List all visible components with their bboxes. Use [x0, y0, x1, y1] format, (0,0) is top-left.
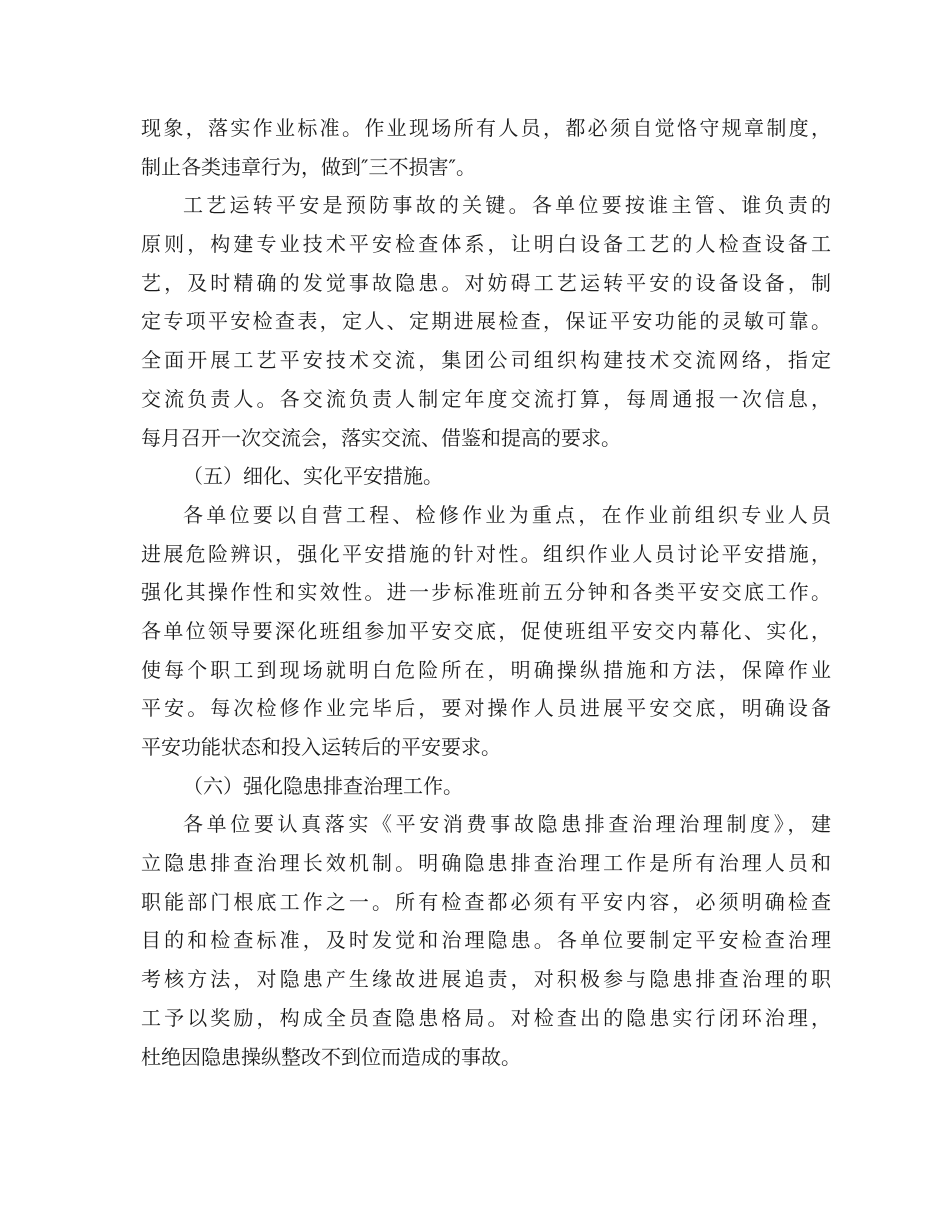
text-line: 现象，落实作业标准。作业现场所有人员，都必须自觉恪守规章制度， [141, 116, 831, 140]
text-line: 使每个职工到现场就明白危险所在，明确操纵措施和方法，保障作业 [141, 657, 831, 682]
text-line: 工予以奖励，构成全员查隐患格局。对检查出的隐患实行闭环治理， [141, 1005, 831, 1030]
text-line: 杜绝因隐患操纵整改不到位而造成的事故。 [141, 1044, 521, 1069]
text-line: 各单位领导要深化班组参加平安交底，促使班组平安交内幕化、实化， [141, 618, 831, 643]
text-line: 立隐患排查治理长效机制。明确隐患排查治理工作是所有治理人员和 [141, 851, 831, 876]
body-text [141, 109, 831, 1076]
text-line: 每月召开一次交流会，落实交流、借鉴和提高的要求。 [141, 425, 621, 450]
text-line: 目的和检查标准，及时发觉和治理隐患。各单位要制定平安检查治理 [141, 928, 831, 953]
text-line: 原则，构建专业技术平安检查体系，让明白设备工艺的人检查设备工 [141, 232, 831, 257]
text-line: 强化其操作性和实效性。进一步标准班前五分钟和各类平安交底工作。 [141, 580, 831, 605]
text-line: 各单位要以自营工程、检修作业为重点，在作业前组织专业人员 [183, 502, 831, 527]
text-line: 平安功能状态和投入运转后的平安要求。 [141, 735, 501, 759]
text-line: 交流负责人。各交流负责人制定年度交流打算，每周通报一次信息， [141, 386, 831, 411]
text-line: 进展危险辨识，强化平安措施的针对性。组织作业人员讨论平安措施， [141, 541, 831, 566]
text-line: 职能部门根底工作之一。所有检查都必须有平安内容，必须明确检查 [141, 889, 831, 914]
text-line: 全面开展工艺平安技术交流，集团公司组织构建技术交流网络，指定 [141, 348, 831, 373]
text-line: （六）强化隐患排查治理工作。 [183, 773, 463, 798]
text-line: 制止各类违章行为，做到″三不损害″。 [141, 154, 476, 179]
text-line: 各单位要认真落实《平安消费事故隐患排查治理治理制度》，建 [183, 812, 831, 837]
text-line: 艺，及时精确的发觉事故隐患。对妨碍工艺运转平安的设备设备，制 [141, 270, 831, 295]
text-line: 考核方法，对隐患产生缘故进展追责，对积极参与隐患排查治理的职 [141, 967, 831, 992]
text-line: 工艺运转平安是预防事故的关键。各单位要按谁主管、谁负责的 [183, 193, 831, 218]
text-line: （五）细化、实化平安措施。 [183, 464, 443, 489]
text-line: 平安。每次检修作业完毕后，要对操作人员进展平安交底，明确设备 [141, 696, 831, 721]
text-line: 定专项平安检查表，定人、定期进展检查，保证平安功能的灵敏可靠。 [141, 309, 831, 334]
